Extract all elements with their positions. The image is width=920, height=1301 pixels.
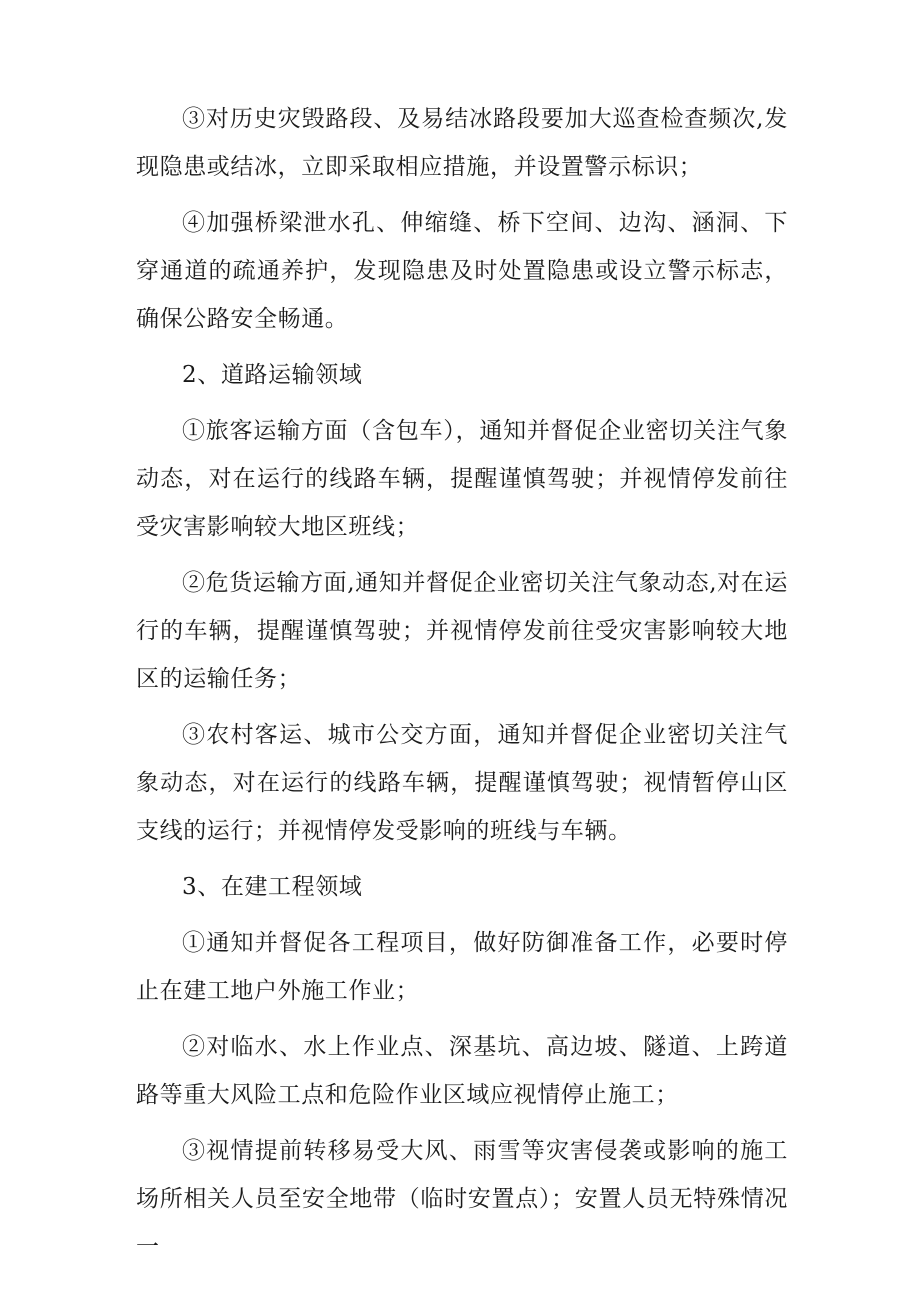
paragraph-personnel-relocation: ③视情提前转移易受大风、雨雪等灾害侵袭或影响的施工场所相关人员至安全地带（临时安置点）；安置人员无特殊情况一: [136, 1138, 788, 1260]
paragraph-road-icing-patrol: ③对历史灾毁路段、及易结冰路段要加大巡查检查频次,发现隐患或结冰，立即采取相应措施，并设置警示标识；: [136, 106, 788, 180]
paragraph-bridge-drainage: ④加强桥梁泄水孔、伸缩缝、桥下空间、边沟、涵洞、下穿通道的疏通养护，发现隐患及时处置隐患或设立警示标志，确保公路安全畅通。: [136, 210, 788, 332]
paragraph-construction-prep: ①通知并督促各工程项目，做好防御准备工作，必要时停止在建工地户外施工作业；: [136, 930, 788, 1004]
paragraph-passenger-transport: ①旅客运输方面（含包车），通知并督促企业密切关注气象动态，对在运行的线路车辆，提醒谨慎驾驶；并视情停发前往受灾害影响较大地区班线；: [136, 418, 788, 540]
paragraph-hazardous-goods: ②危货运输方面,通知并督促企业密切关注气象动态,对在运行的车辆，提醒谨慎驾驶；并视情停发前往受灾害影响较大地区的运输任务；: [136, 570, 788, 692]
paragraph-rural-urban-transit: ③农村客运、城市公交方面，通知并督促企业密切关注气象动态，对在运行的线路车辆，提醒谨慎驾驶；视情暂停山区支线的运行；并视情停发受影响的班线与车辆。: [136, 722, 788, 844]
paragraph-high-risk-sites: ②对临水、水上作业点、深基坑、高边坡、隧道、上跨道路等重大风险工点和危险作业区域应视情停止施工；: [136, 1034, 788, 1108]
section-heading-road-transport: 2、道路运输领域: [182, 362, 363, 388]
document-body: [136, 95, 788, 1279]
section-heading-construction: 3、在建工程领域: [182, 874, 363, 900]
